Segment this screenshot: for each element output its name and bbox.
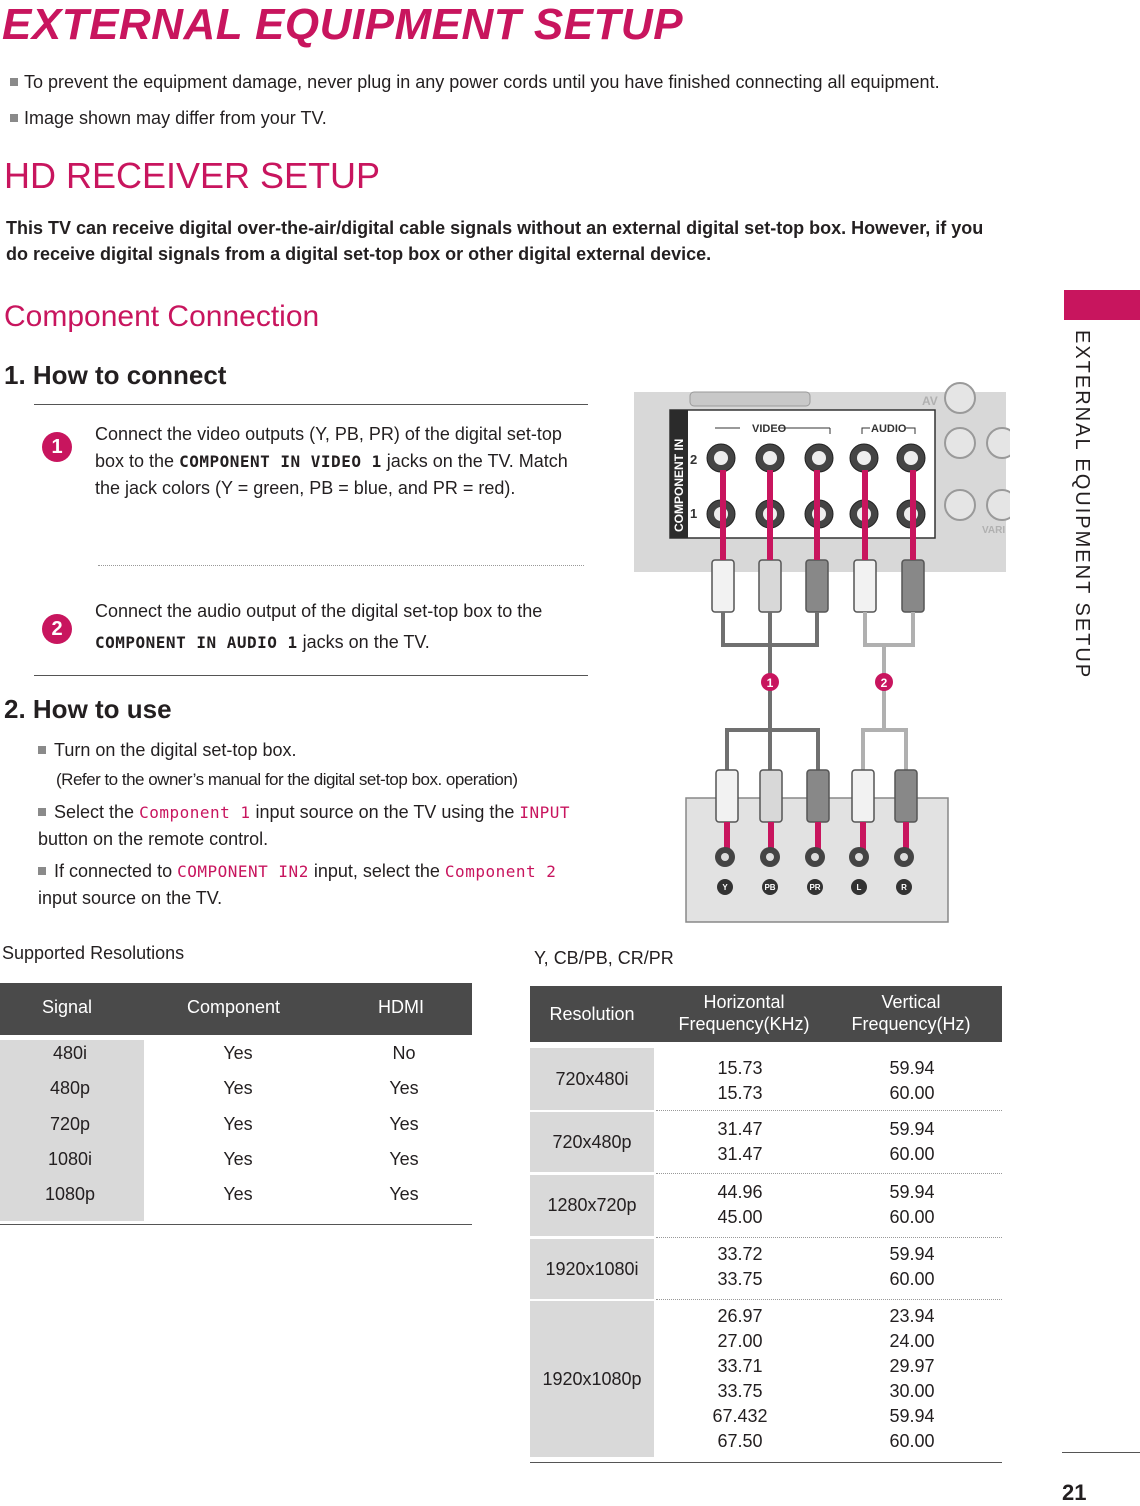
section-title: HD RECEIVER SETUP [4,155,381,196]
resolution-cell: 1280x720p [530,1175,654,1236]
table-cell: 480i [52,1043,88,1063]
row-divider [656,1173,1002,1174]
header-vertical-1: Vertical [881,992,941,1012]
value: 59.94 [889,1119,935,1139]
v-freq-cell [842,1180,982,1230]
value: 33.71 [717,1356,763,1376]
component-in-label: COMPONENT IN [672,438,686,532]
use-item-text: input source on the TV. [38,888,223,908]
use-keyword: Component 1 [139,803,251,822]
resolution-cell: 720x480i [530,1048,654,1110]
header-horizontal-2: Frequency(KHz) [678,1014,810,1034]
value: 60.00 [889,1083,935,1103]
value: 59.94 [889,1058,935,1078]
jack-label-r: R [901,883,907,892]
use-item-text: input, select the [308,861,445,881]
use-keyword: INPUT [519,803,571,822]
resolution-cell: 1920x1080p [530,1301,654,1457]
bullet-square-icon [10,114,18,122]
panel-label-vari: VARI [982,525,1006,536]
value: 29.97 [889,1356,935,1376]
table-cell: Yes [389,1114,419,1134]
header-vertical-2: Frequency(Hz) [851,1014,971,1034]
value: 60.00 [889,1431,935,1451]
panel-label-av: AV [922,394,938,408]
supported-resolutions-header [0,983,472,1035]
audio-label: AUDIO [871,423,907,435]
supported-resolutions-caption: Supported Resolutions [2,943,185,963]
divider [34,675,588,676]
how-to-use-heading: 2. How to use [4,694,172,724]
value: 33.72 [717,1244,763,1264]
header-signal: Signal [42,997,93,1017]
table-cell: No [392,1043,416,1063]
step-text-part: jacks on the TV. [297,632,430,652]
use-item-1-note: (Refer to the owner’s manual for the digital set-top box. operation) [56,770,518,789]
bullet-square-icon [38,746,46,754]
v-freq-cell [842,1304,982,1454]
value: 23.94 [889,1306,935,1326]
value: 27.00 [717,1331,763,1351]
value: 24.00 [889,1331,935,1351]
table-cell: Yes [223,1043,253,1063]
h-freq-cell [670,1117,810,1167]
note-text: To prevent the equipment damage, never plug in any power cords until you have finished connecting all equipment. [24,72,940,92]
value: 59.94 [889,1244,935,1264]
value: 33.75 [717,1269,763,1289]
jack-label-pr: PR [809,883,821,892]
value: 31.47 [717,1119,763,1139]
table-cell: Yes [223,1149,253,1169]
note-power [10,72,940,93]
chapter-tab [1064,290,1140,320]
video-label: VIDEO [752,423,787,435]
step-1-text [95,421,585,502]
table-bottom-rule [0,1224,472,1225]
value: 15.73 [717,1083,763,1103]
step-text-part: Connect the video outputs (Y, PB, PR) of the digital set-top box to the [95,424,562,471]
v-freq-cell [842,1056,982,1106]
h-freq-cell [670,1242,810,1292]
use-item-text: input source on the TV using the [250,802,520,822]
use-item-2 [38,799,578,853]
jack-label-y: Y [722,883,728,892]
value: 60.00 [889,1144,935,1164]
use-keyword: Component 2 [444,862,557,881]
use-item-text: button on the remote control. [38,829,269,849]
component-connection-diagram [630,380,1010,930]
table-cell: 720p [49,1114,91,1134]
row-divider [656,1237,1002,1238]
table-cell: 1080i [47,1149,93,1169]
use-item-text: Select the [54,802,140,822]
header-resolution: Resolution [549,1004,635,1024]
jack-label-l: L [856,883,862,892]
step-text-part: Connect the audio output of the digital set-top box to the [95,601,543,621]
row-divider [656,1299,1002,1300]
cables [723,612,913,770]
table-cell: Yes [389,1184,419,1204]
page-number-rule [1062,1452,1140,1453]
jack-label-pb: PB [764,883,776,892]
table-cell: Yes [389,1078,419,1098]
use-item-text: If connected to [54,861,178,881]
use-keyword: COMPONENT IN2 [177,862,309,881]
h-freq-cell [670,1056,810,1106]
value: 30.00 [889,1381,935,1401]
value: 44.96 [717,1182,763,1202]
table-cell: Yes [389,1149,419,1169]
v-freq-cell [842,1117,982,1167]
page-title: EXTERNAL EQUIPMENT SETUP [2,0,684,49]
step-2-badge: 2 [42,614,72,644]
resolution-cell: 720x480p [530,1112,654,1172]
row-2-label: 2 [690,452,698,467]
table-cell: Yes [223,1184,253,1204]
value: 33.75 [717,1381,763,1401]
chapter-tab-label: EXTERNAL EQUIPMENT SETUP [1071,330,1093,680]
value: 26.97 [717,1306,763,1326]
h-freq-cell [670,1180,810,1230]
row-divider [656,1110,1002,1111]
value: 59.94 [889,1182,935,1202]
value: 67.432 [712,1406,768,1426]
value: 31.47 [717,1144,763,1164]
cable-marker-1-label: 1 [766,676,774,690]
bullet-square-icon [38,808,46,816]
v-freq-cell [842,1242,982,1292]
frequency-table-header [530,986,1002,1042]
bullet-square-icon [38,867,46,875]
resolution-cell: 1920x1080i [530,1239,654,1299]
table-cell: Yes [223,1114,253,1134]
note-text: Image shown may differ from your TV. [24,108,327,128]
use-item-3 [38,858,578,912]
row-1-label: 1 [690,506,698,521]
step-2-text [95,596,585,658]
value: 60.00 [889,1269,935,1289]
value: 60.00 [889,1207,935,1227]
intro-paragraph: This TV can receive digital over-the-air/digital cable signals without an external digital set-top box. However, if you do receive digital signals from a digital set-top box or other digital external device. [6,218,984,264]
step-text-part: jacks on the TV. Match the jack colors (Y = green, PB = blue, and PR = red). [95,451,568,498]
step-1-badge: 1 [42,432,72,462]
frequency-table-caption: Y, CB/PB, CR/PR [534,948,674,968]
cable-marker-2-label: 2 [880,676,888,690]
table-cell: 1080p [44,1184,96,1204]
value: 45.00 [717,1207,763,1227]
note-image [10,108,327,129]
header-hdmi: HDMI [378,997,424,1017]
table-cell: Yes [223,1078,253,1098]
page-number: 21 [1062,1480,1087,1505]
value: 15.73 [717,1058,763,1078]
h-freq-cell [670,1304,810,1454]
table-cell: 480p [49,1078,91,1098]
dotted-divider [98,565,584,566]
how-to-connect-heading: 1. How to connect [4,360,227,390]
value: 67.50 [717,1431,763,1451]
step-keyword: COMPONENT IN AUDIO 1 [95,633,298,652]
divider [34,404,588,405]
value: 59.94 [889,1406,935,1426]
use-item-1 [38,737,578,764]
step-keyword: COMPONENT IN VIDEO 1 [179,452,382,471]
subsection-title: Component Connection [4,300,320,333]
panel-port [690,392,810,406]
header-component: Component [187,997,281,1017]
table-bottom-rule [530,1462,1002,1463]
header-horizontal-1: Horizontal [703,992,785,1012]
use-item-text: Turn on the digital set-top box. [54,740,297,760]
bullet-square-icon [10,78,18,86]
